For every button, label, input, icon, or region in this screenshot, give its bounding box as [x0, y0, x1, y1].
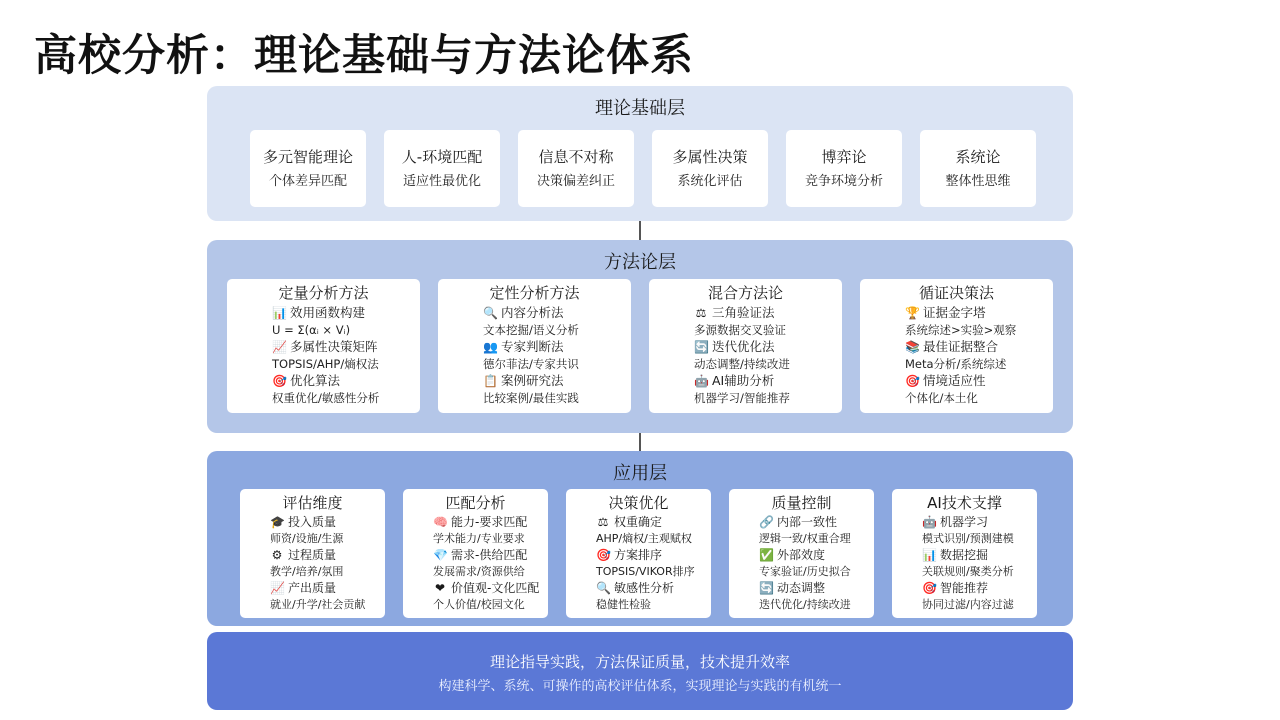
application-item [922, 514, 1033, 531]
application-card-title: 匹配分析 [445, 494, 506, 512]
application-item [596, 514, 707, 531]
diamond-icon: 💎 [433, 548, 448, 562]
application-item-label: 权重确定 [614, 515, 663, 529]
application-card [240, 489, 385, 618]
application-card-title: 质量控制 [771, 494, 832, 512]
theory-card-name: 系统论 [955, 148, 1001, 166]
application-layer [207, 451, 1073, 626]
graduation-cap-icon: 🎓 [270, 515, 285, 529]
application-card-title: 决策优化 [608, 494, 669, 512]
method-card-row [227, 279, 1053, 413]
application-layer-title: 应用层 [613, 463, 667, 484]
application-item-label: 过程质量 [288, 548, 337, 562]
application-item-detail: AHP/熵权/主观赋权 [596, 532, 692, 545]
heart-icon: ❤ [434, 581, 446, 595]
brain-icon: 🧠 [433, 515, 448, 529]
connector-line-theory-method [639, 221, 641, 240]
theory-card [250, 130, 366, 207]
method-item [483, 372, 625, 390]
method-item-detail: 系统综述>实验>观察 [905, 323, 1017, 337]
method-item-detail: 权重优化/敏感性分析 [272, 391, 380, 405]
method-item-detail: 文本挖掘/语义分析 [483, 323, 579, 337]
application-card [729, 489, 874, 618]
cycle-icon: 🔄 [694, 340, 709, 354]
method-item [272, 372, 414, 390]
trophy-icon: 🏆 [905, 306, 920, 320]
theory-card-desc: 个体差异匹配 [268, 174, 347, 189]
application-item-label: 能力-要求匹配 [451, 515, 528, 529]
theory-card-name: 多元智能理论 [262, 148, 353, 166]
method-item-label: 情境适应性 [923, 373, 986, 388]
application-card-title: AI技术支撑 [927, 494, 1002, 512]
application-item [596, 547, 707, 564]
method-item-detail: 动态调整/持续改进 [694, 357, 790, 371]
theory-card-desc: 整体性思维 [945, 174, 1011, 189]
bar-chart-icon: 📊 [272, 306, 287, 320]
people-icon: 👥 [483, 340, 498, 354]
method-card [438, 279, 631, 413]
method-item [905, 372, 1047, 390]
method-card [649, 279, 842, 413]
application-item [433, 547, 544, 564]
application-item-list [407, 514, 544, 613]
application-item-detail: 个人价值/校园文化 [433, 598, 525, 611]
method-item-label: 多属性决策矩阵 [290, 339, 378, 354]
method-item-label: 优化算法 [290, 373, 341, 388]
application-item-detail: 逻辑一致/权重合理 [759, 532, 851, 545]
method-item-label: 效用函数构建 [290, 305, 366, 320]
application-item-label: 机器学习 [940, 515, 989, 529]
application-item-list [570, 514, 707, 613]
method-item-label: 迭代优化法 [712, 339, 775, 354]
application-card [566, 489, 711, 618]
method-item-detail: 多源数据交叉验证 [694, 323, 786, 337]
method-item-label: 内容分析法 [501, 305, 564, 320]
link-icon: 🔗 [759, 515, 774, 529]
application-item-label: 数据挖掘 [940, 548, 989, 562]
application-item-list [733, 514, 870, 613]
application-item-detail: 师资/设施/生源 [270, 532, 344, 545]
theory-card-desc: 决策偏差纠正 [536, 174, 615, 189]
scales-icon: ⚖ [695, 306, 707, 320]
summary-sub-text: 构建科学、系统、可操作的高校评估体系，实现理论与实践的有机统一 [438, 679, 842, 694]
bar-chart-icon: 📊 [922, 548, 937, 562]
theory-card [518, 130, 634, 207]
method-item-list [444, 304, 625, 406]
method-item-label: 最佳证据整合 [923, 339, 999, 354]
method-item [483, 338, 625, 356]
method-item [905, 338, 1047, 356]
robot-icon: 🤖 [694, 374, 709, 388]
method-card [860, 279, 1053, 413]
method-card-title: 定量分析方法 [278, 284, 369, 302]
target-icon: 🎯 [905, 374, 920, 388]
application-item-detail: 教学/培养/氛围 [270, 565, 344, 578]
application-item-detail: 协同过滤/内容过滤 [922, 598, 1014, 611]
application-item [270, 514, 381, 531]
theory-card [920, 130, 1036, 207]
method-item-detail: 个体化/本土化 [905, 391, 978, 405]
cycle-icon: 🔄 [759, 581, 774, 595]
method-item-label: 案例研究法 [501, 373, 564, 388]
application-item [433, 580, 544, 597]
method-item-list [233, 304, 414, 406]
application-item-list [244, 514, 381, 613]
application-item-detail: TOPSIS/VIKOR排序 [596, 565, 695, 578]
application-item-label: 价值观-文化匹配 [451, 581, 540, 595]
method-item-detail: 机器学习/智能推荐 [694, 391, 790, 405]
application-item [270, 580, 381, 597]
theory-layer-title: 理论基础层 [595, 98, 685, 119]
theory-layer [207, 86, 1073, 221]
method-item [905, 304, 1047, 322]
application-item [759, 580, 870, 597]
page-title: 高校分析：理论基础与方法论体系 [34, 31, 694, 81]
application-item-detail: 关联规则/聚类分析 [922, 565, 1014, 578]
theory-card-name: 信息不对称 [538, 148, 614, 166]
application-item-detail: 就业/升学/社会贡献 [270, 598, 366, 611]
application-item [759, 547, 870, 564]
method-item [272, 338, 414, 356]
application-item-detail: 迭代优化/持续改进 [759, 598, 851, 611]
method-item-list [655, 304, 836, 406]
application-item-detail: 稳健性检验 [596, 598, 651, 611]
theory-card-desc: 系统化评估 [677, 174, 743, 189]
application-item [433, 514, 544, 531]
theory-card [786, 130, 902, 207]
theory-card [384, 130, 500, 207]
application-item [596, 580, 707, 597]
application-item-label: 投入质量 [288, 515, 337, 529]
method-item-detail: 德尔菲法/专家共识 [483, 357, 579, 371]
method-item [694, 304, 836, 322]
application-item-label: 方案排序 [614, 548, 663, 562]
theory-card-desc: 竞争环境分析 [804, 174, 883, 189]
method-item [694, 372, 836, 390]
method-card-title: 循证决策法 [918, 284, 994, 302]
application-card-title: 评估维度 [282, 494, 343, 512]
application-item-label: 智能推荐 [940, 581, 989, 595]
summary-banner [207, 632, 1073, 710]
method-item [694, 338, 836, 356]
application-item-label: 需求-供给匹配 [451, 548, 528, 562]
theory-card-name: 多属性决策 [672, 148, 748, 166]
theory-card-name: 博弈论 [821, 148, 867, 166]
application-item-label: 敏感性分析 [614, 581, 675, 595]
line-chart-icon: 📈 [270, 581, 285, 595]
robot-icon: 🤖 [922, 515, 937, 529]
application-item-detail: 发展需求/资源供给 [433, 565, 525, 578]
theory-card-name: 人-环境匹配 [401, 148, 483, 166]
application-item-label: 内部一致性 [777, 515, 838, 529]
application-item [759, 514, 870, 531]
application-card [892, 489, 1037, 618]
method-layer [207, 240, 1073, 433]
method-item-detail: Meta分析/系统综述 [905, 357, 1007, 371]
method-item-label: 证据金字塔 [923, 305, 986, 320]
method-item-detail: U = Σ(αᵢ × Vᵢ) [272, 323, 351, 337]
application-item [922, 580, 1033, 597]
theory-card [652, 130, 768, 207]
method-item-detail: 比较案例/最佳实践 [483, 391, 579, 405]
target-icon: 🎯 [272, 374, 287, 388]
magnifier-icon: 🔍 [596, 581, 611, 595]
connector-line-method-apply [639, 433, 641, 451]
application-item-detail: 专家验证/历史拟合 [759, 565, 851, 578]
gear-icon: ⚙ [271, 548, 283, 562]
summary-main-text: 理论指导实践，方法保证质量，技术提升效率 [489, 653, 790, 671]
line-chart-icon: 📈 [272, 340, 287, 354]
method-layer-title: 方法论层 [604, 252, 676, 273]
application-item-label: 产出质量 [288, 581, 337, 595]
method-item-label: AI辅助分析 [712, 373, 775, 388]
method-item [483, 304, 625, 322]
method-item [272, 304, 414, 322]
method-item-label: 三角验证法 [712, 305, 775, 320]
check-icon: ✅ [759, 548, 774, 562]
scales-icon: ⚖ [597, 515, 609, 529]
method-card-title: 混合方法论 [707, 284, 783, 302]
theory-card-desc: 适应性最优化 [402, 174, 481, 189]
magnifier-icon: 🔍 [483, 306, 498, 320]
method-card [227, 279, 420, 413]
target-icon: 🎯 [596, 548, 611, 562]
application-item-list [896, 514, 1033, 613]
application-item-label: 动态调整 [777, 581, 826, 595]
application-item-label: 外部效度 [777, 548, 826, 562]
books-icon: 📚 [905, 340, 920, 354]
method-card-title: 定性分析方法 [489, 284, 580, 302]
target-icon: 🎯 [922, 581, 937, 595]
application-item-detail: 学术能力/专业要求 [433, 532, 525, 545]
method-item-detail: TOPSIS/AHP/熵权法 [272, 357, 379, 371]
application-card [403, 489, 548, 618]
theory-card-row [250, 130, 1036, 207]
method-item-list [866, 304, 1047, 406]
application-card-row [240, 489, 1037, 618]
application-item-detail: 模式识别/预测建模 [922, 532, 1014, 545]
application-item [270, 547, 381, 564]
document-icon: 📋 [483, 374, 498, 388]
method-item-label: 专家判断法 [501, 339, 564, 354]
application-item [922, 547, 1033, 564]
